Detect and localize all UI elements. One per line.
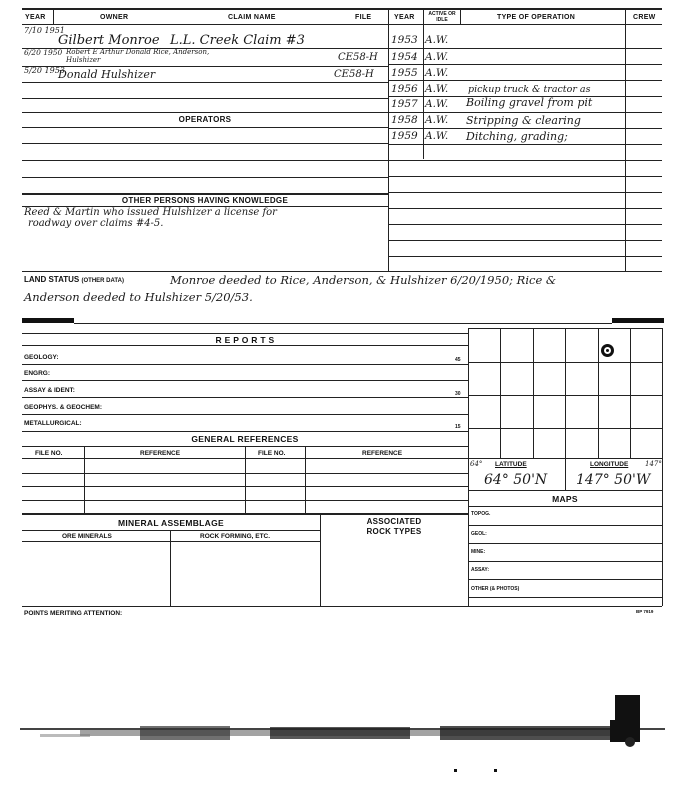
maps-row-topog: TOPOG.	[471, 511, 491, 517]
op-status-2: A.W.	[425, 51, 449, 63]
mineral-title: MINERAL ASSEMBLAGE	[118, 518, 224, 528]
col-header-year2: YEAR	[394, 14, 415, 21]
op-status-4: A.W.	[425, 83, 449, 95]
claim-name-1: L.L. Creek Claim #3	[170, 33, 305, 48]
report-num-assay: 30	[455, 391, 461, 397]
owner-name-2: Robert E Arthur Donald Rice, Anderson, Hulshizer	[66, 48, 210, 64]
owner-year-3: 5/20 1953	[24, 66, 65, 75]
maps-row-geol: GEOL:	[471, 531, 487, 537]
longitude-value: 147° 50'W	[576, 472, 651, 488]
op-year-5: 1957	[391, 98, 418, 110]
report-label-assay: ASSAY & IDENT:	[24, 387, 75, 394]
op-year-3: 1955	[391, 67, 418, 79]
reports-title: R E P O R T S	[215, 335, 275, 345]
report-num-metallurgical: 15	[455, 424, 461, 430]
maps-title: MAPS	[552, 494, 578, 504]
long-suffix: 147°	[645, 460, 662, 468]
form-code: BP 7919	[636, 609, 654, 614]
op-status-5: A.W.	[425, 98, 449, 110]
col-header-owner: OWNER	[100, 14, 129, 21]
lat-prefix: 64°	[470, 460, 483, 468]
owner-file-3: CE58-H	[334, 69, 374, 80]
op-year-1: 1953	[391, 34, 418, 46]
op-year-6: 1958	[391, 114, 418, 126]
col-header-claim-name: CLAIM NAME	[228, 14, 276, 21]
report-label-geology: GEOLOGY:	[24, 354, 59, 361]
land-status-line-1: Monroe deeded to Rice, Anderson, & Hulshizer 6/20/1950; Rice &	[170, 273, 557, 287]
refs-col-reference-2: REFERENCE	[362, 450, 403, 457]
others-title: OTHER PERSONS HAVING KNOWLEDGE	[121, 196, 289, 205]
maps-row-mine: MINE:	[471, 549, 486, 555]
op-status-3: A.W.	[425, 67, 449, 79]
op-status-7: A.W.	[425, 130, 449, 142]
general-refs-title: GENERAL REFERENCES	[191, 434, 299, 444]
report-num-geology: 45	[455, 357, 461, 363]
rock-types-label: ROCK TYPES	[366, 527, 422, 536]
op-type-5: Boiling gravel from pit	[466, 96, 593, 109]
col-header-file: FILE	[355, 14, 372, 21]
col-header-crew: CREW	[633, 14, 656, 21]
col-header-type-of-operation: TYPE OF OPERATION	[497, 14, 576, 21]
op-year-2: 1954	[391, 51, 418, 63]
owner-name-3: Donald Hulshizer	[58, 68, 156, 81]
op-year-4: 1956	[391, 83, 418, 95]
op-year-7: 1959	[391, 130, 418, 142]
scan-noise-band	[20, 714, 665, 748]
others-line-2: roadway over claims #4-5.	[28, 218, 164, 229]
associated-label: ASSOCIATED	[366, 517, 422, 526]
land-status-label	[24, 275, 124, 284]
maps-row-assay: ASSAY:	[471, 567, 490, 573]
report-label-metallurgical: METALLURGICAL:	[24, 420, 82, 427]
latitude-label: LATITUDE	[495, 461, 527, 468]
land-status-other-label: (OTHER DATA)	[81, 278, 124, 284]
report-label-engrg: ENGRG:	[24, 370, 50, 377]
longitude-label: LONGITUDE	[590, 461, 629, 468]
col-header-year: YEAR	[25, 14, 46, 21]
owner-year-2: 6/20 1950	[24, 48, 63, 57]
owner-name-1: Gilbert Monroe	[58, 33, 160, 48]
maps-row-other: OTHER (& PHOTOS)	[471, 586, 520, 592]
owner-year-1: 7/10 1951	[24, 26, 65, 35]
refs-col-reference: REFERENCE	[140, 450, 181, 457]
col-header-active-idle: ACTIVE OR IDLE	[428, 11, 456, 23]
op-type-6: Stripping & clearing	[466, 114, 581, 127]
owner-file-2: CE58-H	[338, 52, 378, 63]
land-status-line-2: Anderson deeded to Hulshizer 5/20/53.	[24, 290, 253, 304]
operators-title: OPERATORS	[178, 115, 232, 124]
refs-col-file-no-2: FILE NO.	[258, 450, 286, 457]
land-status-text-label: LAND STATUS	[24, 275, 80, 284]
refs-col-file-no: FILE NO.	[35, 450, 63, 457]
rock-forming-label: ROCK FORMING, ETC.	[200, 533, 271, 540]
op-status-1: A.W.	[425, 34, 449, 46]
points-label: POINTS MERITING ATTENTION:	[24, 610, 123, 617]
report-label-geophys: GEOPHYS. & GEOCHEM:	[24, 404, 103, 411]
others-line-1: Reed & Martin who issued Hulshizer a license for	[24, 207, 277, 218]
op-status-6: A.W.	[425, 114, 449, 126]
op-type-7: Ditching, grading;	[466, 130, 568, 143]
black-block	[615, 695, 640, 721]
location-marker-icon	[601, 344, 614, 357]
op-type-4: pickup truck & tractor as	[468, 84, 591, 95]
ore-minerals-label: ORE MINERALS	[62, 533, 112, 540]
latitude-value: 64° 50'N	[484, 472, 548, 488]
